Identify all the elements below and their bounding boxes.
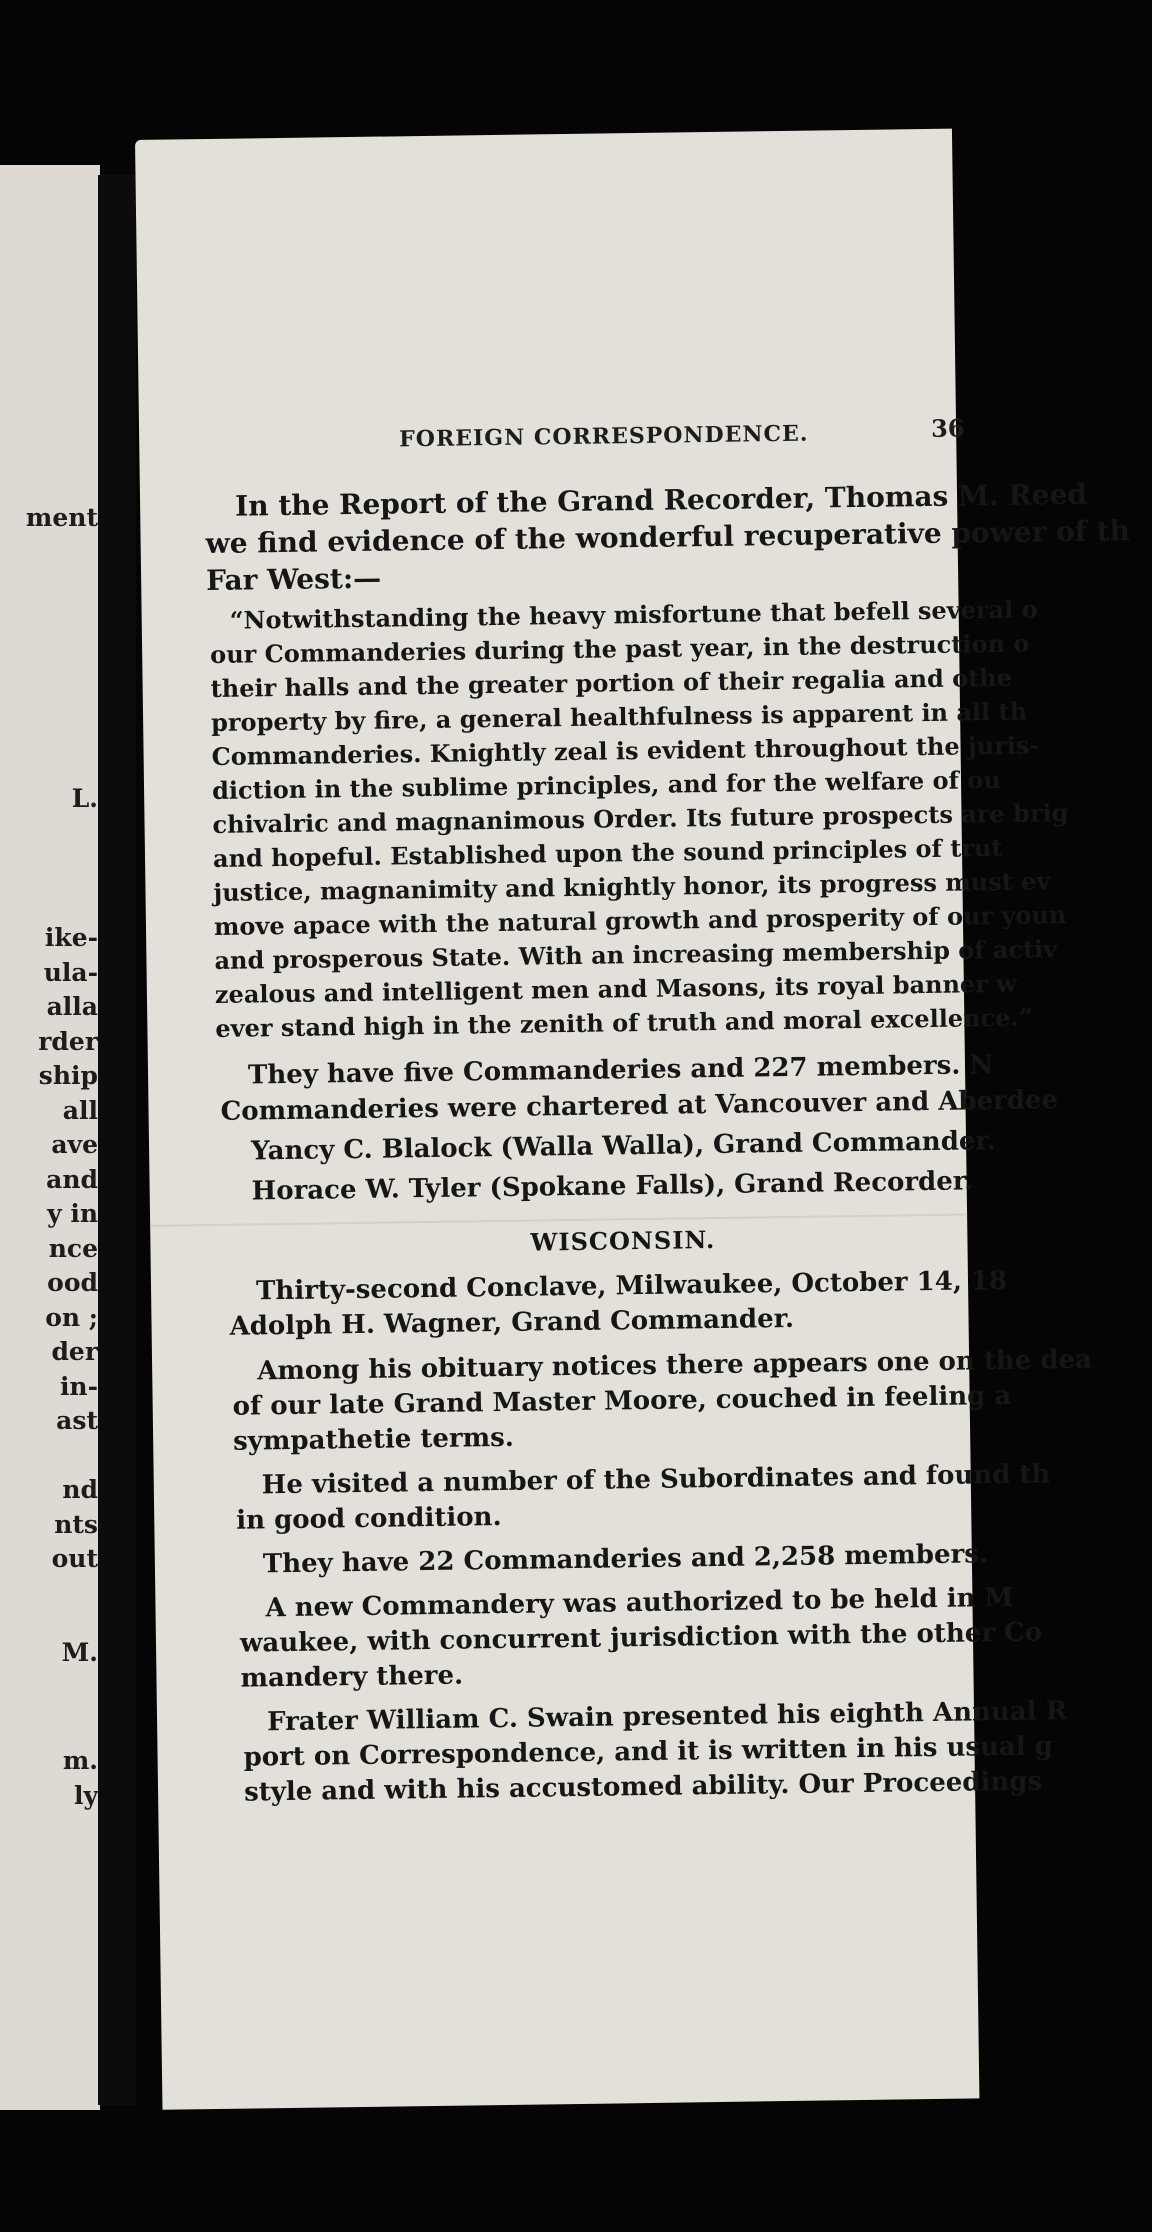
text-line: and prosperous State. With an increasing membership of activ <box>214 934 1058 975</box>
left-fragment: ship <box>38 1061 98 1090</box>
text-line: A new Commandery was authorized to be held in M <box>265 1582 1014 1624</box>
text-line: chivalric and magnanimous Order. Its future prospects are brig <box>212 798 1069 839</box>
section-heading: WISCONSIN. <box>530 1225 716 1257</box>
left-fragment: ast <box>56 1406 98 1435</box>
text-line: Adolph H. Wagner, Grand Commander. <box>229 1303 795 1342</box>
text-line: ever stand high in the zenith of truth and moral excellence.” <box>215 1002 1033 1043</box>
left-fragment: nts <box>54 1510 98 1539</box>
left-fragment: and <box>46 1165 98 1194</box>
left-fragment: alla <box>46 992 98 1021</box>
left-fragment: in- <box>59 1372 98 1401</box>
text-line: move apace with the natural growth and prosperity of our youn <box>213 900 1067 941</box>
text-line: Yancy C. Blalock (Walla Walla), Grand Commander. <box>250 1126 997 1167</box>
text-line: diction in the sublime principles, and for the welfare of ou <box>211 764 1001 805</box>
text-line: They have 22 Commanderies and 2,258 members. <box>262 1539 989 1580</box>
left-fragment: L. <box>71 784 98 813</box>
text-line: our Commanderies during the past year, in the destruction o <box>209 628 1030 669</box>
left-fragment: ood <box>47 1268 98 1297</box>
left-fragment: m. <box>62 1746 98 1775</box>
left-fragment: rder <box>38 1027 98 1056</box>
text-line: Among his obituary notices there appears one on the dea <box>256 1344 1093 1387</box>
text-line: They have five Commanderies and 227 members. N <box>247 1050 994 1091</box>
book-gutter-shadow <box>98 175 136 2105</box>
text-line: and hopeful. Established upon the sound principles of trut <box>212 832 1003 873</box>
left-fragment: der <box>51 1337 98 1366</box>
left-fragment: ment <box>25 503 98 532</box>
text-line: waukee, with concurrent jurisdiction with the other Co <box>239 1617 1043 1659</box>
text-line: of our late Grand Master Moore, couched in feeling a <box>232 1380 1012 1422</box>
text-line: in good condition. <box>236 1502 502 1536</box>
text-line: we find evidence of the wonderful recuperative power of th <box>205 514 1131 561</box>
right-page <box>135 129 1131 2110</box>
text-line: mandery there. <box>240 1660 464 1694</box>
text-line: Commanderies. Knightly zeal is evident throughout the juris- <box>211 730 1040 771</box>
page-number: 36 <box>930 413 965 443</box>
left-fragment: M. <box>61 1638 98 1667</box>
text-line: He visited a number of the Subordinates and found th <box>261 1459 1051 1501</box>
text-line: style and with his accustomed ability. Our Proceedings <box>243 1766 1043 1808</box>
left-fragment: on ; <box>45 1303 98 1332</box>
text-line: property by fire, a general healthfulness is apparent in all th <box>210 696 1028 737</box>
page-fold-line <box>150 1213 967 1226</box>
left-fragment: ike- <box>44 923 98 952</box>
text-line: justice, magnanimity and knightly honor, its progress must ev <box>213 866 1051 907</box>
left-fragment: out <box>51 1544 98 1573</box>
left-fragment: ly <box>73 1781 98 1810</box>
left-fragment: ula- <box>43 958 98 987</box>
left-fragment: nd <box>62 1475 98 1504</box>
text-line: zealous and intelligent men and Masons, its royal banner w <box>214 968 1018 1009</box>
text-line: their halls and the greater portion of their regalia and othe <box>210 662 1013 703</box>
left-fragment: all <box>62 1096 98 1125</box>
left-page-edge <box>0 165 100 2110</box>
text-line: In the Report of the Grand Recorder, Thomas M. Reed <box>234 477 1088 523</box>
text-line: “Notwithstanding the heavy misfortune that befell several o <box>229 594 1038 635</box>
left-fragment: nce <box>48 1234 98 1263</box>
text-line: Far West:— <box>205 561 382 598</box>
text-line: Commanderies were chartered at Vancouver and Aberdee <box>220 1085 1059 1127</box>
text-line: Horace W. Tyler (Spokane Falls), Grand Recorder. <box>251 1166 974 1207</box>
text-line: sympathetie terms. <box>232 1422 515 1457</box>
left-fragment: ave <box>51 1130 98 1159</box>
text-line: Frater William C. Swain presented his eighth Annual R <box>266 1696 1068 1738</box>
running-head: FOREIGN CORRESPONDENCE. <box>399 420 809 453</box>
text-line: port on Correspondence, and it is written in his usual g <box>243 1731 1054 1773</box>
text-line: Thirty-second Conclave, Milwaukee, October 14, 18 <box>255 1265 1008 1307</box>
left-fragment: y in <box>47 1199 98 1228</box>
